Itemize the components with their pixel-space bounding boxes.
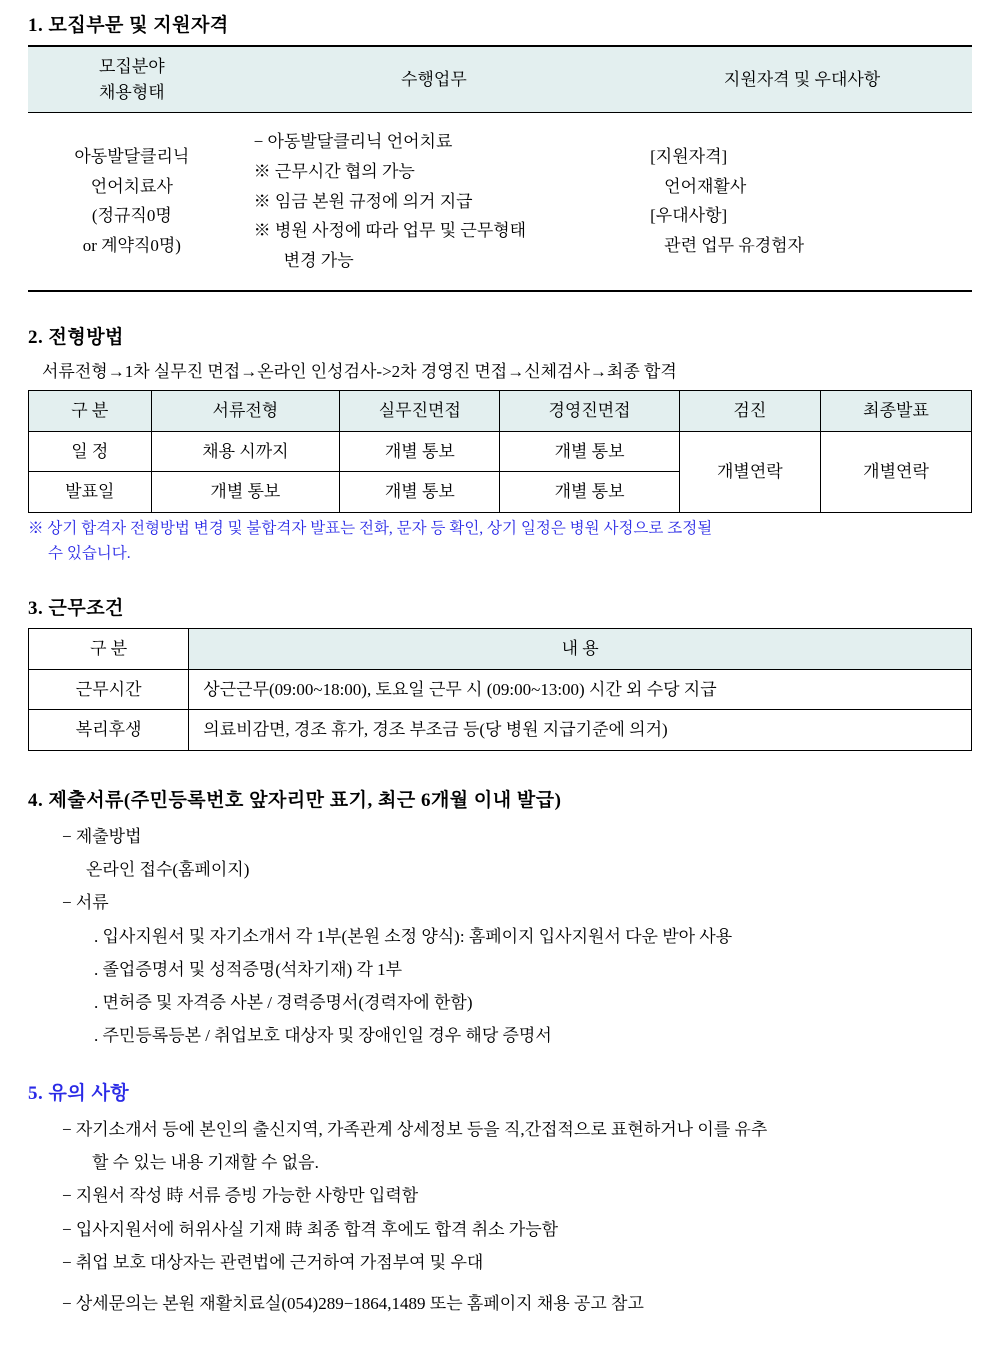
section-1-title: 1. 모집부문 및 지원자격 — [28, 15, 229, 36]
cell-field — [28, 113, 236, 291]
qual-line: 언어재활사 — [664, 176, 747, 196]
cell-announce-practical: 개별 통보 — [340, 472, 500, 513]
list-item: . 면허증 및 자격증 사본 / 경력증명서(경력자에 한함) — [94, 992, 473, 1012]
list-item: − 제출방법 — [62, 827, 142, 847]
list-item: . 졸업증명서 및 성적증명(석차기재) 각 1부 — [94, 959, 403, 979]
header-content: 내 용 — [189, 628, 972, 669]
row-label-schedule: 일 정 — [29, 431, 152, 472]
duty-line: ※ 근무시간 협의 가능 — [253, 161, 415, 181]
duty-line: − 아동발달클리닉 언어치료 — [253, 132, 453, 151]
table-row — [28, 113, 972, 291]
header-practical-interview: 실무진면접 — [340, 390, 500, 431]
qual-line: [우대사항] — [650, 206, 728, 226]
header-field: 모집분야 — [98, 57, 165, 76]
row-label-benefits: 복리후생 — [29, 710, 189, 751]
section-3-title: 3. 근무조건 — [28, 597, 124, 619]
header-employment-type: 채용형태 — [98, 82, 165, 102]
list-item: − 입사지원서에 허위사실 기재 時 최종 합격 후에도 합격 취소 가능함 — [62, 1219, 559, 1239]
field-line: 언어치료사 — [90, 176, 173, 196]
cell-schedule-document: 채용 시까지 — [151, 431, 340, 472]
table-row — [29, 431, 972, 472]
section-4-title: 4. 제출서류(주민등록번호 앞자리만 표기, 최근 6개월 이내 발급) — [28, 790, 562, 812]
cell-working-hours: 상근근무(09:00~18:00), 토요일 근무 시 (09:00~13:00) 시간 외 수당 지급 — [189, 669, 972, 710]
row-label-announcement: 발표일 — [29, 472, 152, 513]
section-2-title: 2. 전형방법 — [28, 326, 124, 348]
working-conditions-table — [28, 628, 972, 751]
field-line: (정규직0명 — [91, 206, 172, 226]
header-division: 구 분 — [29, 628, 189, 669]
item-text: − 자기소개서 등에 본인의 출신지역, 가족관계 상세정보 등을 직,간접적으로 표현하거나 이를 유추 — [62, 1120, 768, 1140]
duty-line: ※ 임금 본원 규정에 의거 지급 — [253, 191, 473, 211]
list-item: . 주민등록등본 / 취업보호 대상자 및 장애인일 경우 해당 증명서 — [94, 1025, 552, 1045]
cell-schedule-executive: 개별 통보 — [500, 431, 679, 472]
selection-flow-text: 서류전형→1차 실무진 면접→온라인 인성검사->2차 경영진 면접→신체검사→최종 합격 — [42, 361, 677, 381]
header-document-screening: 서류전형 — [151, 390, 340, 431]
item-continuation: 할 수 있는 내용 기재할 수 없음. — [92, 1153, 319, 1173]
cell-qualifications — [632, 113, 972, 291]
recruitment-table — [28, 45, 972, 292]
qual-line: [지원자격] — [650, 146, 728, 166]
table-header-row — [28, 46, 972, 113]
duty-line: ※ 병원 사정에 따라 업무 및 근무형태 — [253, 221, 527, 241]
cell-benefits: 의료비감면, 경조 휴가, 경조 부조금 등(당 병원 지급기준에 의거) — [189, 710, 972, 751]
spacer — [28, 296, 972, 322]
list-item — [62, 1113, 972, 1179]
header-duties: 수행업무 — [236, 46, 632, 113]
list-item: − 취업 보호 대상자는 관련법에 근거하여 가점부여 및 우대 — [62, 1252, 484, 1272]
note-line-2: 수 있습니다. — [48, 544, 131, 562]
selection-schedule-table — [28, 390, 972, 513]
list-item: − 서류 — [62, 893, 109, 913]
list-item: − 지원서 작성 時 서류 증빙 가능한 사항만 입력함 — [62, 1186, 419, 1206]
header-medical-checkup: 검진 — [679, 390, 820, 431]
section-5-title: 5. 유의 사항 — [28, 1083, 130, 1105]
documents-list — [28, 820, 972, 1052]
header-division: 구 분 — [29, 390, 152, 431]
field-line: 아동발달클리닉 — [74, 146, 190, 166]
spacer — [28, 567, 972, 593]
duty-line: 변경 가능 — [283, 251, 354, 270]
cell-final-contact: 개별연락 — [821, 431, 972, 513]
table-header-row — [29, 628, 972, 669]
spacer — [28, 1052, 972, 1078]
table-row — [29, 669, 972, 710]
cell-announce-executive: 개별 통보 — [500, 472, 679, 513]
list-item: . 입사지원서 및 자기소개서 각 1부(본원 소정 양식): 홈페이지 입사지원서 다운 받아 사용 — [94, 926, 733, 946]
table-row — [29, 710, 972, 751]
header-field-employment — [28, 46, 236, 113]
cell-medical-contact: 개별연락 — [679, 431, 820, 513]
selection-note — [28, 517, 972, 567]
header-qualifications: 지원자격 및 우대사항 — [632, 46, 972, 113]
list-item: − 상세문의는 본원 재활치료실(054)289−1864,1489 또는 홈페이지 채용 공고 참고 — [62, 1293, 644, 1313]
cell-schedule-practical: 개별 통보 — [340, 431, 500, 472]
cell-duties — [236, 113, 632, 291]
field-line: or 계약직0명) — [82, 236, 181, 256]
header-final-announcement: 최종발표 — [821, 390, 972, 431]
precautions-list — [28, 1113, 972, 1320]
note-line-1: ※ 상기 합격자 전형방법 변경 및 불합격자 발표는 전화, 문자 등 확인, 상기 일정은 병원 사정으로 조정될 — [28, 520, 713, 538]
table-header-row — [29, 390, 972, 431]
cell-announce-document: 개별 통보 — [151, 472, 340, 513]
header-executive-interview: 경영진면접 — [500, 390, 679, 431]
row-label-working-hours: 근무시간 — [29, 669, 189, 710]
spacer — [28, 751, 972, 785]
qual-line: 관련 업무 유경험자 — [664, 236, 805, 256]
list-item: 온라인 접수(홈페이지) — [86, 860, 250, 880]
